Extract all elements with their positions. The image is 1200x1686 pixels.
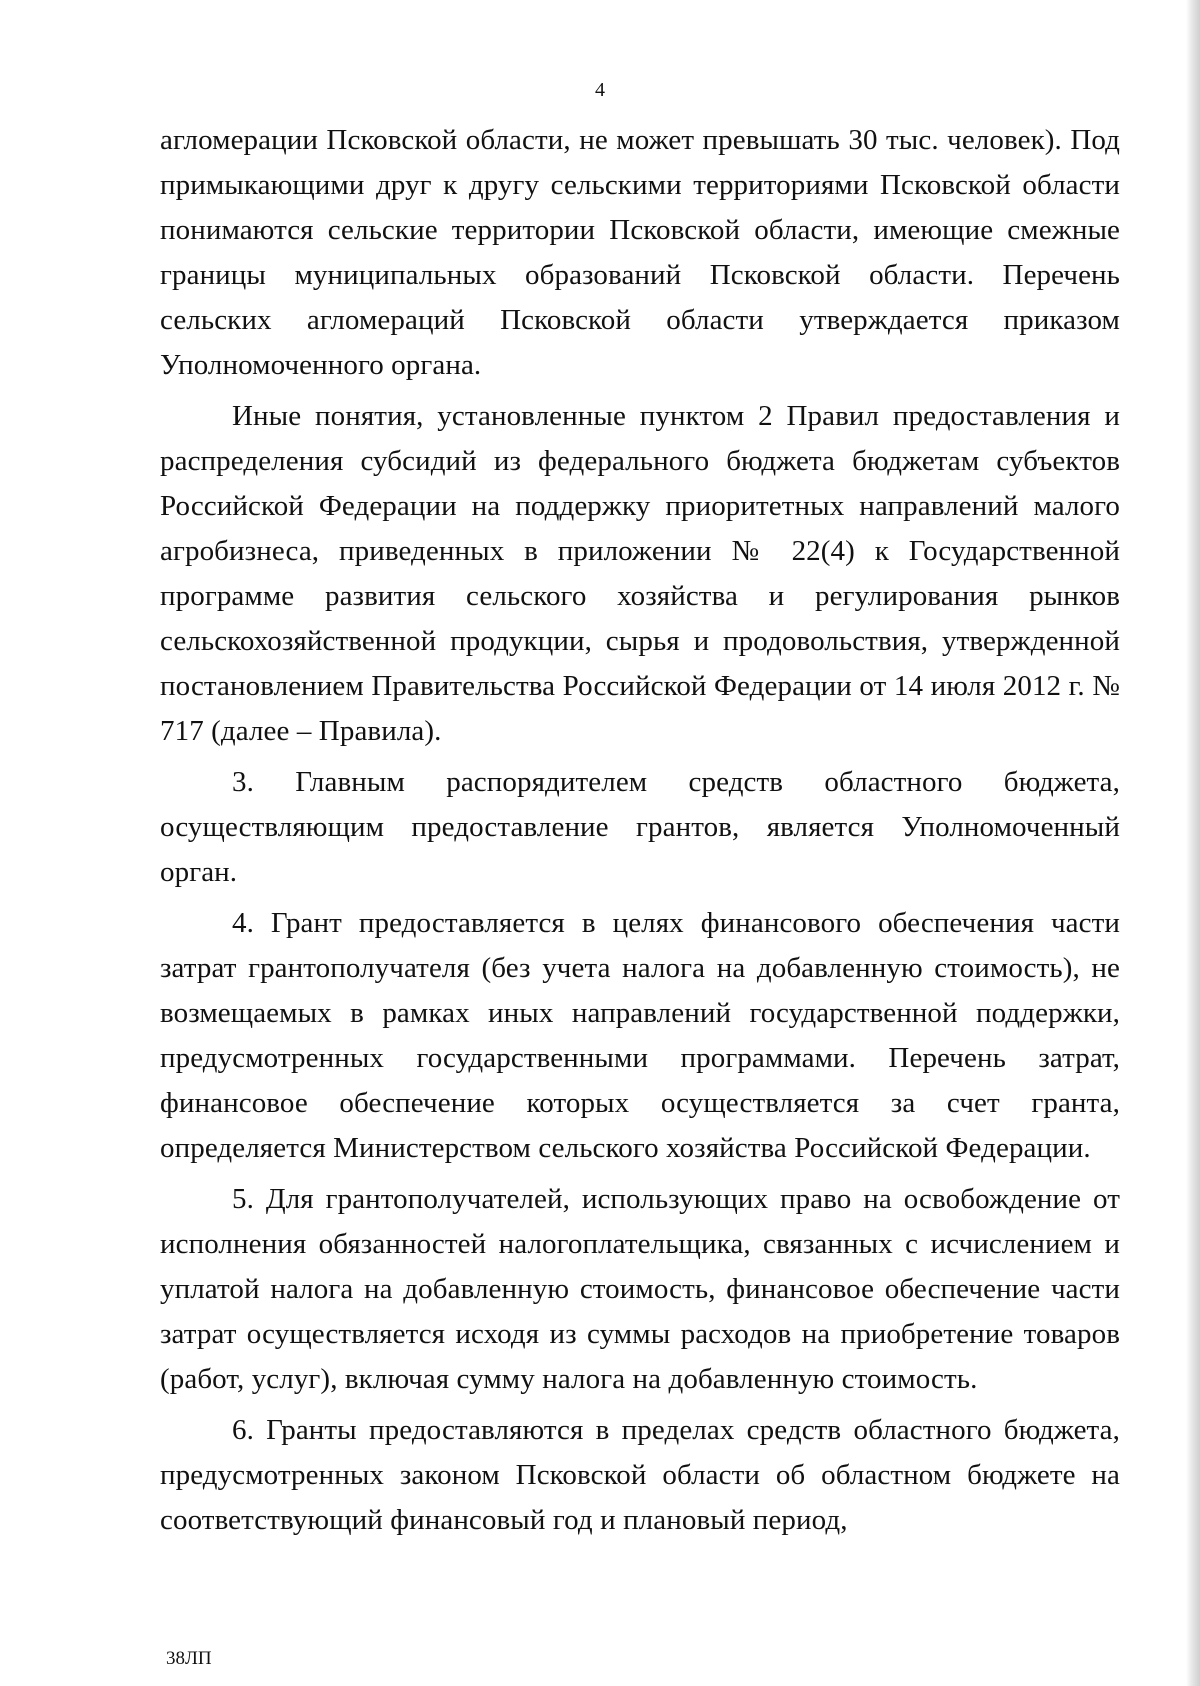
paragraph-item-6: 6. Гранты предоставляются в пределах средств областного бюджета, предусмотренных законом Псковской области об областном бюджете на соответствующий финансовый год и плановый период, (160, 1414, 1120, 1536)
scan-edge-shadow (1186, 0, 1200, 1686)
page-number: 4 (595, 79, 605, 101)
paragraph-other-terms: Иные понятия, установленные пунктом 2 Правил предоставления и распределения субсидий из федерального бюджета бюджетам субъектов Российской Федерации на поддержку приоритетных направлений малого агробизнеса, приведенных в приложении № 22(4) к Государственной программе развития сельского хозяйства и регулирования рынков сельскохозяйственной продукции, сырья и продовольствия, утвержденной постановлением Правительства Российской Федерации от 14 июля 2012 г. № 717 (далее – Правила). (160, 400, 1120, 747)
paragraph-item-5: 5. Для грантополучателей, использующих право на освобождение от исполнения обязанностей налогоплательщика, связанных с исчислением и уплатой налога на добавленную стоимость, финансовое обеспечение части затрат осуществляется исходя из суммы расходов на приобретение товаров (работ, услуг), включая сумму налога на добавленную стоимость. (160, 1183, 1120, 1395)
document-body (160, 118, 1120, 1549)
paragraph-item-4: 4. Грант предоставляется в целях финансового обеспечения части затрат грантополучателя (без учета налога на добавленную стоимость), не возмещаемых в рамках иных направлений государственной поддержки, предусмотренных государственными программами. Перечень затрат, финансовое обеспечение которых осуществляется за счет гранта, определяется Министерством сельского хозяйства Российской Федерации. (160, 907, 1120, 1164)
paragraph-agglomeration-continuation: агломерации Псковской области, не может превышать 30 тыс. человек). Под примыкающими друг к другу сельскими территориями Псковской области понимаются сельские территории Псковской области, имеющие смежные границы муниципальных образований Псковской области. Перечень сельских агломераций Псковской области утверждается приказом Уполномоченного органа. (160, 124, 1120, 381)
paragraph-item-3: 3. Главным распорядителем средств областного бюджета, осуществляющим предоставление грантов, является Уполномоченный орган. (160, 766, 1120, 888)
document-code: 38ЛП (166, 1648, 212, 1669)
